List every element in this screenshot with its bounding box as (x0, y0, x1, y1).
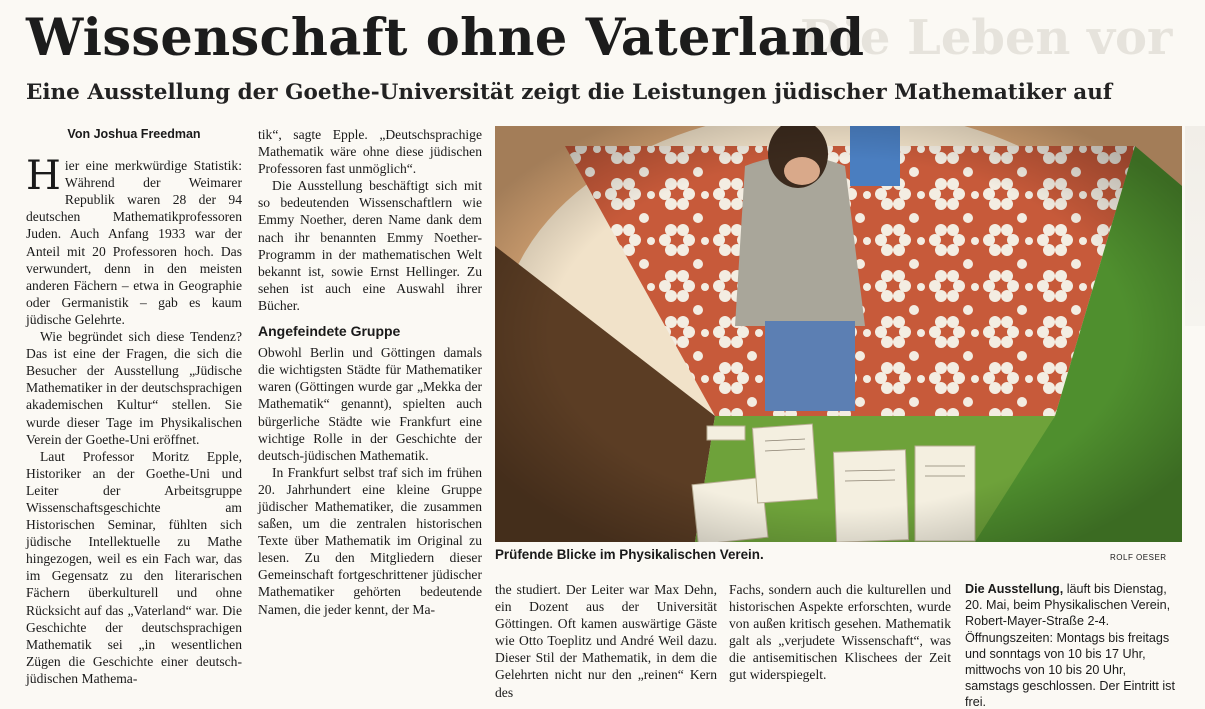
info-box (965, 581, 1181, 709)
section-heading: Angefeindete Gruppe (258, 323, 401, 340)
subheadline: Eine Ausstellung der Goethe-Universität zeigt die Leistungen jüdischer Mathematiker auf (26, 80, 1113, 105)
photo-caption: Prüfende Blicke im Physikalischen Verein. (495, 547, 764, 562)
byline: Von Joshua Freedman (67, 127, 201, 141)
neighbor-article-fragment: Die Leben vor (800, 10, 1173, 66)
dropcap: H (26, 153, 61, 200)
paragraph: Die Ausstellung beschäftigt sich mit so bedeutenden Wissenschaftlern wie Emmy Noether, deren Name dank dem nach ihr benannten Emmy Noether-Programm in der mathematischen Welt bekannt ist, sowie Ernst Hellinger. Zu sehen ist auch eine Auswahl ihrer Bücher. (258, 178, 482, 313)
paragraph: In Frankfurt selbst traf sich im frühen 20. Jahrhundert eine kleine Gruppe jüdischer Mathematiker, die zusammen saßen, um die zentralen historischen Texte über Mathematik im Original zu lesen. Zu den Mitgliedern dieser Gemeinschaft fortgeschrittener jüdischer Mathematiker gehörten bedeutende Namen, die jeder kennt, der Ma- (258, 464, 482, 617)
paragraph: Wie begründet sich diese Tendenz? Das ist eine der Fragen, die sich die Besucher der Ausstellung „Jüdische Mathematiker in der deutschsprachigen akademischen Kultur“ stellen. Sie wurde dieser Tage im Physikalischen Verein der Goethe-Uni eröffnet. (26, 329, 242, 447)
paragraph: Fachs, sondern auch die kulturellen und historischen Aspekte erforschten, wurde von außen kritisch gesehen. Mathematik galt als „verjudete Wissenschaft“, was die antisemitischen Klischees der Zeit gut widerspiegelt. (729, 582, 951, 683)
article-photo (495, 126, 1182, 542)
photo-illustration (495, 126, 1182, 542)
article-column-3 (495, 581, 717, 701)
article-column-4 (729, 581, 951, 684)
info-paragraph (965, 581, 1181, 709)
paragraph: Obwohl Berlin und Göttingen damals die wichtigsten Städte für Mathematiker waren (Göttingen wurde gar „Mekka der Mathematik“ genannt), spielten auch bürgerliche Städte wie Frankfurt eine wichtige Rolle in der Geschichte der deutsch-jüdischen Mathematik. (258, 345, 482, 463)
photo-credit: ROLF OESER (1110, 553, 1167, 562)
info-label: Die Ausstellung, (965, 582, 1064, 596)
article-column-1 (26, 126, 242, 687)
info-text: läuft bis Dienstag, 20. Mai, beim Physikalischen Verein, Robert-Mayer-Straße 2-4. Öffnungszeiten: Montags bis freitags und sonntags von 10 bis 17 Uhr, mittwochs von 10 bis 20 Uhr, samstags geschlossen. Der Eintritt ist frei. (965, 582, 1175, 709)
neighbor-column-fragment (1185, 126, 1205, 326)
headline: Wissenschaft ohne Vaterland (26, 8, 865, 68)
paragraph: Laut Professor Moritz Epple, Historiker an der Goethe-Uni und Leiter der Arbeitsgruppe Wissenschaftsgeschichte am Historischen Seminar, fühlten sich jüdische Intellektuelle zu Mathe hingezogen, weil es ein Fach war, das im Gegensatz zu den literarischen Fächern überkulturell und ohne Rücksicht auf das „Vaterland“ war. Die Geschichte der deutschsprachigen Mathematik sei „in wesentlichen Zügen die Geschichte einer deutsch-jüdischen Mathema- (26, 448, 242, 686)
paragraph: tik“, sagte Epple. „Deutschsprachige Mathematik wäre ohne diese jüdischen Professoren fast unmöglich“. (258, 127, 482, 177)
paragraph-text: ier eine merkwürdige Statistik: Während der Weimarer Republik waren 28 der 94 deutschen Mathematikprofessoren Juden. Auch Anfang 1933 war der Anteil mit 20 Professoren hoch. Das verwundert, denn in den meisten anderen Fächern – etwa in Geographie oder Germanistik – gab es kaum jüdische Gelehrte. (26, 158, 242, 327)
paragraph (26, 153, 242, 328)
article-column-2 (258, 126, 482, 618)
paragraph: the studiert. Der Leiter war Max Dehn, ein Dozent aus der Universität Göttingen. Oft kamen auswärtige Gäste wie Otto Toeplitz und André Weil dazu. Dieser Stil der Mathematik, in dem die Gelehrten nicht nur den „reinen“ Kern des (495, 582, 717, 700)
